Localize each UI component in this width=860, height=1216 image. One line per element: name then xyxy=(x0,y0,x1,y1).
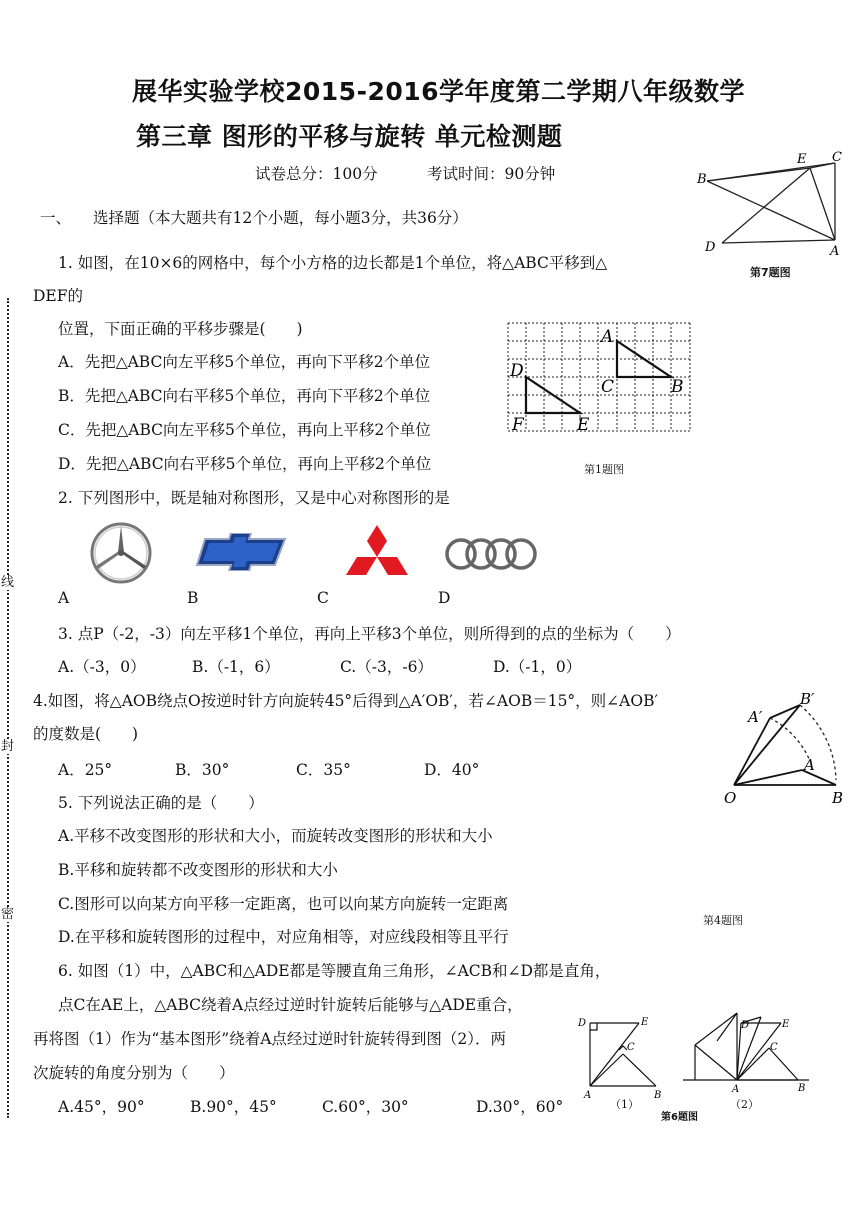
q4-line2: 的度数是( ) xyxy=(33,725,139,743)
binding-line xyxy=(7,298,9,1118)
logo-d-rings xyxy=(443,534,538,574)
q1-label-e: E xyxy=(577,415,590,435)
logo-b-bowtie xyxy=(195,533,287,571)
q1-label-f: F xyxy=(512,415,524,435)
q6f2-label-e: E xyxy=(782,1019,790,1030)
q7-label-b: B xyxy=(697,172,707,187)
q6f1-label-a: A xyxy=(584,1090,592,1100)
q7-figure xyxy=(692,148,852,263)
q5-stem: 5. 下列说法正确的是（ ） xyxy=(58,794,264,812)
logo-c-diamonds xyxy=(342,523,412,585)
q6-caption: 第6题图 xyxy=(661,1112,698,1123)
q5-option-c: C.图形可以向某方向平移一定距离，也可以向某方向旋转一定距离 xyxy=(58,895,509,913)
q4-figure xyxy=(718,688,856,808)
q6f1-label-c: C xyxy=(627,1042,635,1053)
chapter-title: 第三章 图形的平移与旋转 单元检测题 xyxy=(136,122,563,151)
q1-option-a: A．先把△ABC向左平移5个单位，再向下平移2个单位 xyxy=(58,353,431,371)
q7-label-d: D xyxy=(705,240,716,255)
q6-line3: 再将图（1）作为“基本图形”绕着A点经过逆时针旋转得到图（2）．两 xyxy=(33,1030,507,1048)
q6-subcaption-2: （2） xyxy=(730,1098,759,1111)
q6f1-label-d: D xyxy=(578,1018,587,1029)
q6-option-a: A.45°，90° xyxy=(58,1098,145,1116)
q1-label-c: C xyxy=(601,377,615,397)
q1-option-c: C．先把△ABC向左平移5个单位，再向上平移2个单位 xyxy=(58,421,431,439)
q1-label-d: D xyxy=(510,361,524,381)
binding-mark-mi: 密 xyxy=(1,907,15,922)
q1-label-a: A xyxy=(601,327,614,347)
logo-a-star xyxy=(88,521,154,585)
q6f2-label-b: B xyxy=(798,1083,806,1094)
q7-label-c: C xyxy=(832,150,842,165)
q3-option-c: C.（-3，-6） xyxy=(340,658,433,676)
q4-label-a-prime: A′ xyxy=(748,708,763,726)
q4-option-c: C．35° xyxy=(296,761,351,779)
exam-title: 展华实验学校2015-2016学年度第二学期八年级数学 xyxy=(132,77,746,106)
q2-stem: 2. 下列图形中，既是轴对称图形，又是中心对称图形的是 xyxy=(58,489,450,507)
q6-figure-1 xyxy=(572,1012,672,1100)
q6-line2: 点C在AE上，△ABC绕着A点经过逆时针旋转后能够与△ADE重合， xyxy=(58,996,523,1014)
q4-option-d: D．40° xyxy=(424,761,480,779)
binding-mark-xian: 线 xyxy=(1,575,15,590)
exam-time: 考试时间：90分钟 xyxy=(427,165,556,183)
q6f2-label-d: D xyxy=(741,1020,750,1031)
q1-figure xyxy=(500,318,700,438)
q1-caption: 第1题图 xyxy=(584,463,624,476)
q6f2-label-c: C xyxy=(770,1042,778,1053)
q4-line1: 4.如图，将△AOB绕点O按逆时针方向旋转45°后得到△A′OB′，若∠AOB＝15°，则∠AOB′ xyxy=(33,692,658,710)
q4-caption: 第4题图 xyxy=(703,914,743,927)
binding-mark-feng: 封 xyxy=(1,739,15,754)
q7-label-e: E xyxy=(797,152,807,167)
q3-stem: 3. 点P（-2，-3）向左平移1个单位，再向上平移3个单位，则所得到的点的坐标为（ ） xyxy=(58,625,681,643)
q2-option-b: B xyxy=(187,589,199,607)
q4-label-b: B xyxy=(832,789,844,807)
q1-option-b: B．先把△ABC向右平移5个单位，再向下平移2个单位 xyxy=(58,387,431,405)
section-number: 一、 xyxy=(40,209,72,227)
q6f1-label-e: E xyxy=(641,1017,649,1028)
q4-option-b: B．30° xyxy=(175,761,230,779)
q6-line1: 6. 如图（1）中，△ABC和△ADE都是等腰直角三角形，∠ACB和∠D都是直角， xyxy=(58,962,611,980)
q1-line2: DEF的 xyxy=(33,287,83,305)
q4-label-a: A xyxy=(804,756,815,774)
q6-line4: 次旋转的角度分别为（ ） xyxy=(33,1064,235,1082)
q1-line1: 1. 如图，在10×6的网格中，每个小方格的边长都是1个单位，将△ABC平移到△ xyxy=(58,254,608,272)
q3-option-d: D.（-1，0） xyxy=(493,658,582,676)
q6f2-label-a: A xyxy=(732,1084,740,1095)
q4-label-o: O xyxy=(724,789,737,807)
q3-option-a: A.（-3，0） xyxy=(58,658,146,676)
q5-option-d: D.在平移和旋转图形的过程中，对应角相等，对应线段相等且平行 xyxy=(58,928,509,946)
q3-option-b: B.（-1，6） xyxy=(192,658,280,676)
q2-option-d: D xyxy=(438,589,451,607)
q2-option-a: A xyxy=(58,589,70,607)
q6-option-d: D.30°，60° xyxy=(476,1098,564,1116)
q6-figure-2 xyxy=(681,1005,811,1095)
q2-option-c: C xyxy=(317,589,329,607)
q6-subcaption-1: （1） xyxy=(610,1098,639,1111)
q6f1-label-b: B xyxy=(654,1090,662,1100)
q1-option-d: D．先把△ABC向右平移5个单位，再向上平移2个单位 xyxy=(58,455,432,473)
total-score: 试卷总分：100分 xyxy=(255,165,378,183)
q4-option-a: A．25° xyxy=(58,761,113,779)
q7-caption: 第7题图 xyxy=(750,266,791,279)
q1-label-b: B xyxy=(671,377,684,397)
q5-option-b: B.平移和旋转都不改变图形的形状和大小 xyxy=(58,861,338,879)
section-heading: 选择题（本大题共有12个小题，每小题3分，共36分） xyxy=(93,209,468,227)
q7-label-a: A xyxy=(830,244,840,259)
q6-option-b: B.90°，45° xyxy=(190,1098,277,1116)
q4-label-b-prime: B′ xyxy=(800,690,815,708)
q1-line3: 位置，下面正确的平移步骤是( ) xyxy=(58,320,303,338)
q5-option-a: A.平移不改变图形的形状和大小，而旋转改变图形的形状和大小 xyxy=(58,827,493,845)
q6-option-c: C.60°，30° xyxy=(322,1098,409,1116)
